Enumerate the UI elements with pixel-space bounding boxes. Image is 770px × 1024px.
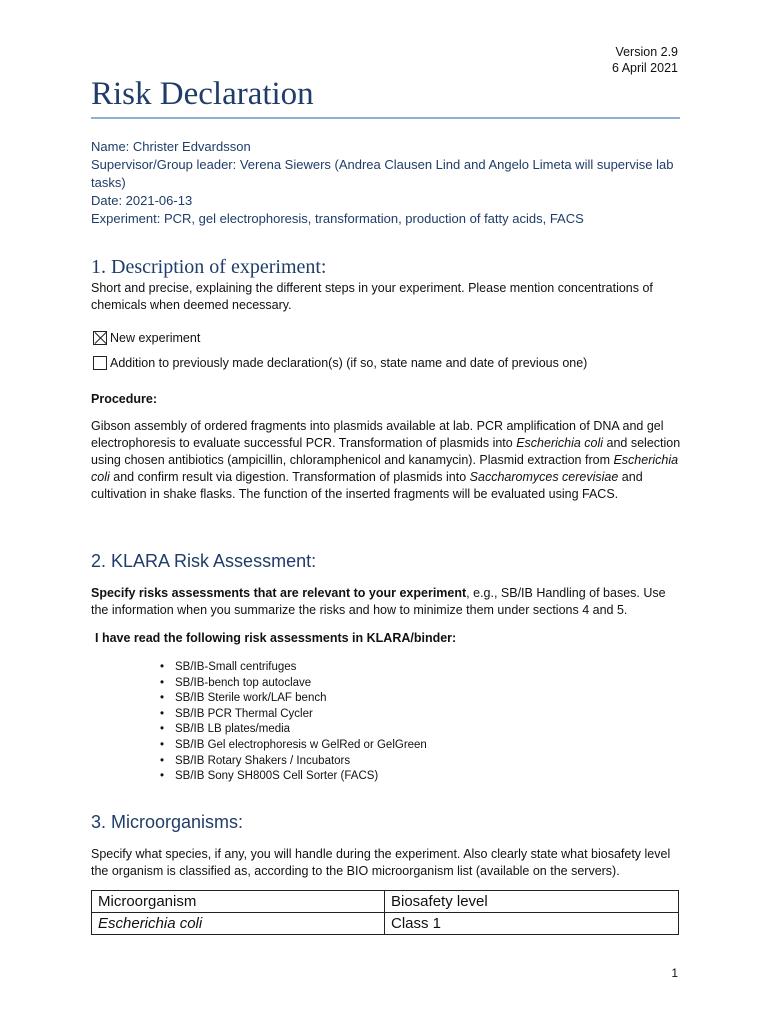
new-experiment-checkbox[interactable] xyxy=(93,331,107,345)
option-new-label: New experiment xyxy=(110,331,201,345)
meta-supervisor: Supervisor/Group leader: Verena Siewers (Andrea Clausen Lind and Angelo Limeta will supervise lab tasks) xyxy=(91,157,674,190)
table-header-row xyxy=(92,891,679,913)
list-item: • SB/IB Gel electrophoresis w GelRed or GelGreen xyxy=(160,738,427,754)
list-item: • SB/IB LB plates/media xyxy=(160,722,427,738)
table-cell: Class 1 xyxy=(385,913,679,935)
list-item: • SB/IB Sony SH800S Cell Sorter (FACS) xyxy=(160,769,427,785)
microorganism-table xyxy=(91,890,679,935)
page-title: Risk Declaration xyxy=(91,76,314,112)
list-item: • SB/IB Rotary Shakers / Incubators xyxy=(160,754,427,770)
option-addition-row xyxy=(93,355,587,371)
list-item: • SB/IB Sterile work/LAF bench xyxy=(160,691,427,707)
list-item: • SB/IB PCR Thermal Cycler xyxy=(160,707,427,723)
section2-intro-bold: Specify risks assessments that are relevant to your experiment xyxy=(91,586,467,600)
procedure-organism-3: Saccharomyces cerevisiae xyxy=(469,470,619,484)
list-item: • SB/IB-Small centrifuges xyxy=(160,660,427,676)
risk-assessment-list xyxy=(160,660,427,785)
procedure-organism-2: Escherichia coli xyxy=(91,453,679,484)
option-new-row xyxy=(93,330,200,346)
title-divider xyxy=(91,117,680,119)
procedure-organism-1: Escherichia coli xyxy=(516,436,604,450)
section3-intro: Specify what species, if any, you will handle during the experiment. Also clearly state what biosafety level the organism is classified as, according to the BIO microorganism list (available on the servers). xyxy=(91,847,671,878)
section1-intro: Short and precise, explaining the different steps in your experiment. Please mention concentrations of chemicals when deemed necessary. xyxy=(91,281,653,312)
procedure-part3: and confirm result via digestion. Transformation of plasmids into xyxy=(109,470,470,484)
section2-intro-rest: , e.g., SB/IB Handling of bases. Use the information when you summarize the risks and how to minimize them under sections 4 and 5. xyxy=(91,586,666,617)
procedure-label: Procedure: xyxy=(91,392,157,406)
version-block xyxy=(612,44,678,76)
version-date: 6 April 2021 xyxy=(611,61,678,75)
meta-date: Date: 2021-06-13 xyxy=(91,193,193,208)
section1-heading: 1. Description of experiment: xyxy=(91,256,327,278)
section2-intro xyxy=(91,585,681,619)
option-addition-label: Addition to previously made declaration(s) (if so, state name and date of previous one) xyxy=(110,356,588,370)
section3-heading: 3. Microorganisms: xyxy=(91,812,244,832)
page-number: 1 xyxy=(671,966,678,980)
table-row xyxy=(92,913,679,935)
list-item: • SB/IB-bench top autoclave xyxy=(160,676,427,692)
version-label: Version 2.9 xyxy=(615,45,678,59)
meta-experiment: Experiment: PCR, gel electrophoresis, transformation, production of fatty acids, FACS xyxy=(91,211,584,226)
table-header-cell: Microorganism xyxy=(92,891,385,913)
meta-block xyxy=(91,138,681,228)
section2-heading: 2. KLARA Risk Assessment: xyxy=(91,551,317,571)
meta-name: Name: Christer Edvardsson xyxy=(91,139,251,154)
table-header-cell: Biosafety level xyxy=(385,891,679,913)
procedure-part2: and selection using chosen antibiotics (ampicillin, chloramphenicol and kanamycin). Plasmid extraction from xyxy=(91,436,681,467)
table-cell: Escherichia coli xyxy=(92,913,385,935)
addition-checkbox[interactable] xyxy=(93,356,107,370)
read-assessments-label: I have read the following risk assessments in KLARA/binder: xyxy=(95,631,457,645)
procedure-part4: and cultivation in shake flasks. The function of the inserted fragments will be evaluated using FACS. xyxy=(91,470,643,501)
procedure-text xyxy=(91,418,681,503)
procedure-part1: Gibson assembly of ordered fragments into plasmids available at lab. PCR amplification of DNA and gel electrophoresis to evaluate successful PCR. Transformation of plasmids into xyxy=(91,419,664,450)
